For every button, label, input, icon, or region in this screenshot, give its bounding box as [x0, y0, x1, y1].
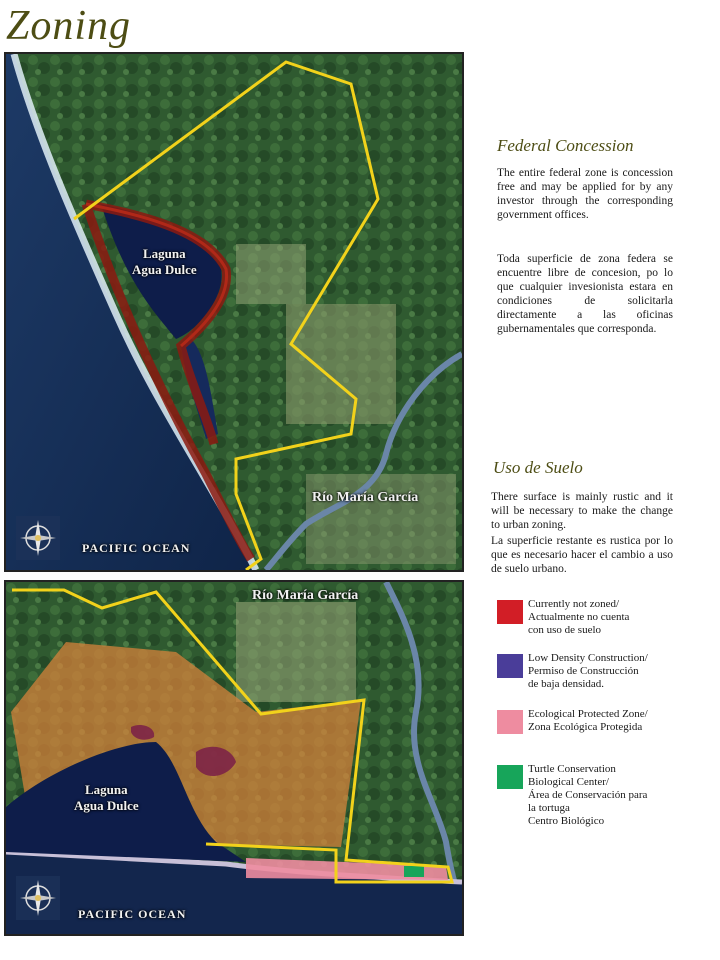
- legend-label-not-zoned: Currently not zoned/ Actualmente no cuenta con uso de suelo: [528, 598, 630, 636]
- federal-concession-title: Federal Concession: [497, 136, 634, 155]
- legend-item-turtle-center: [497, 763, 647, 828]
- legend-swatch-pink: [497, 710, 523, 734]
- uso-de-suelo-text-es: La superficie restante es rustica por lo que es necesario hacer el cambio a uso de suelo urbano.: [491, 535, 673, 575]
- legend-swatch-red: [497, 600, 523, 624]
- ocean-label-bottom: PACIFIC OCEAN: [78, 907, 187, 921]
- page-title: Zoning: [6, 3, 132, 49]
- compass-rose-icon: [16, 516, 60, 560]
- legend-item-low-density: [497, 652, 648, 691]
- legend-item-not-zoned: [497, 598, 629, 637]
- legend-swatch-green: [497, 765, 523, 789]
- river-label: Río María García: [312, 490, 419, 505]
- federal-concession-text-es: Toda superficie de zona federa se encuentre libre de concesion, po lo que cualquier invesionista estara en condiciones de solicitarla directamente a las oficinas gubernamentales que corresponda.: [497, 253, 673, 335]
- lagoon-label: [132, 246, 197, 278]
- legend-swatch-purple: [497, 654, 523, 678]
- federal-concession-text-en: The entire federal zone is concession free and may be applied for by any investor through the corresponding government offices.: [497, 167, 673, 221]
- lagoon-label-bottom-line1: Laguna: [85, 782, 128, 797]
- river-label-bottom: Río María García: [252, 588, 359, 603]
- legend-label-turtle-center: Turtle Conservation Biological Center/ Área de Conservación para la tortuga Centro Biológico: [528, 763, 648, 827]
- lagoon-label-bottom-line2: Agua Dulce: [74, 798, 139, 813]
- legend-label-low-density: Low Density Construction/ Permiso de Construcción de baja densidad.: [528, 652, 648, 690]
- uso-de-suelo-text-en: There surface is mainly rustic and it will be necessary to make the change to urban zoning.: [491, 491, 673, 531]
- compass-rose-icon-bottom: [16, 876, 60, 920]
- uso-de-suelo-title: Uso de Suelo: [493, 458, 583, 477]
- lagoon-label-bottom: [74, 782, 139, 814]
- map-bottom-graphic: [6, 582, 462, 934]
- ocean-label: PACIFIC OCEAN: [82, 541, 191, 555]
- federal-concession-map: [4, 52, 464, 572]
- lagoon-label-line1: Laguna: [143, 246, 186, 261]
- legend-label-protected-zone: Ecological Protected Zone/ Zona Ecológica Protegida: [528, 708, 648, 733]
- land-use-map: [4, 580, 464, 936]
- lagoon-label-line2: Agua Dulce: [132, 262, 197, 277]
- legend-item-protected-zone: [497, 708, 648, 734]
